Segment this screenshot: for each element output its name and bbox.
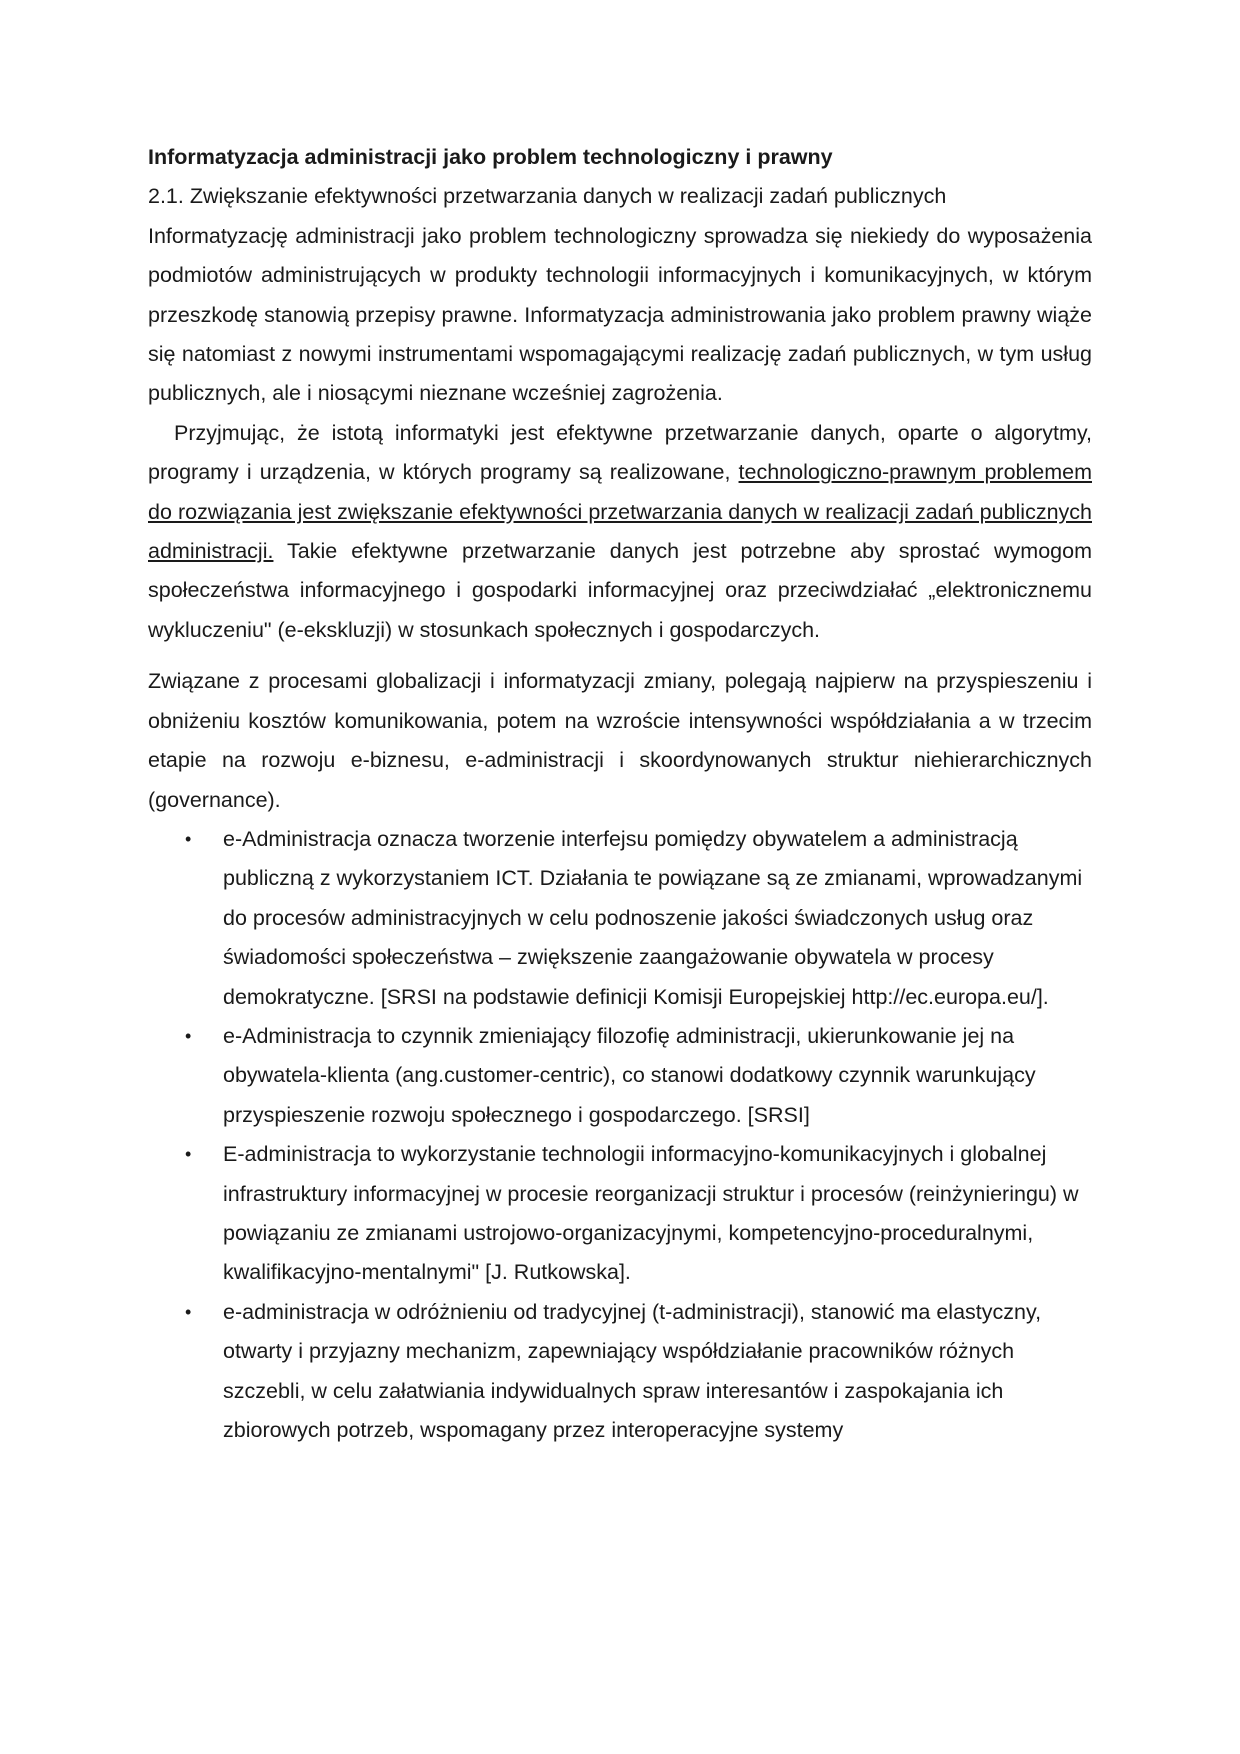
document-page (148, 138, 1092, 1450)
bullet-icon: • (185, 1025, 192, 1046)
list-item (185, 1135, 1092, 1293)
document-title: Informatyzacja administracji jako problem technologiczny i prawny (148, 145, 833, 169)
list-item-text: e-Administracja to czynnik zmieniający filozofię administracji, ukierunkowanie jej na obywatela-klienta (ang.customer-centric), co stanowi dodatkowy czynnik warunkujący przyspieszenie rozwoju społecznego i gospodarczego. [SRSI] (223, 1023, 1036, 1127)
paragraph-2 (148, 414, 1092, 650)
list-item (185, 1293, 1092, 1451)
section-heading: 2.1. Zwiększanie efektywności przetwarzania danych w realizacji zadań publicznych (148, 184, 947, 209)
list-item-text: e-Administracja oznacza tworzenie interfejsu pomiędzy obywatelem a administracją publiczną z wykorzystaniem ICT. Działania te powiązane są ze zmianami, wprowadzanymi do procesów administracyjnych w celu podnoszenie jakości świadczonych usług oraz świadomości społeczeństwa – zwiększenie zaangażowanie obywatela w procesy demokratyczne. [SRSI na podstawie definicji Komisji Europejskiej http://ec.europa.eu/]. (223, 826, 1083, 1009)
list-item-text: e-administracja w odróżnieniu od tradycyjnej (t-administracji), stanowić ma elastyczny, otwarty i przyjazny mechanizm, zapewniający współdziałanie pracowników różnych szczebli, w celu załatwiania indywidualnych spraw interesantów i zaspokajania ich zbiorowych potrzeb, wspomagany przez interoperacyjne systemy (223, 1299, 1042, 1442)
paragraph-3: Związane z procesami globalizacji i informatyzacji zmiany, polegają najpierw na przyspieszeniu i obniżeniu kosztów komunikowania, potem na wzroście intensywności współdziałania a w trzecim etapie na rozwoju e-biznesu, e-administracji i skoordynowanych struktur niehierarchicznych (governance). (148, 669, 1092, 812)
list-item (185, 1017, 1092, 1135)
definitions-list (148, 820, 1092, 1451)
bullet-icon: • (185, 1301, 192, 1322)
paragraph-1: Informatyzację administracji jako problem technologiczny sprowadza się niekiedy do wyposażenia podmiotów administrujących w produkty technologii informacyjnych i komunikacyjnych, w którym przeszkodę stanowią przepisy prawne. Informatyzacja administrowania jako problem prawny wiąże się natomiast z nowymi instrumentami wspomagającymi realizację zadań publicznych, w tym usług publicznych, ale i niosącymi nieznane wcześniej zagrożenia. (148, 223, 1092, 406)
list-item-text: E-administracja to wykorzystanie technologii informacyjno-komunikacyjnych i globalnej infrastruktury informacyjnej w procesie reorganizacji struktur i procesów (reinżynieringu) w powiązaniu ze zmianami ustrojowo-organizacyjnymi, kompetencyjno-proceduralnymi, kwalifikacyjno-mentalnymi" [J. Rutkowska]. (223, 1142, 1079, 1285)
paragraph-2-text-start: Przyjmując, że istotą informatyki jest efektywne przetwarzanie danych, oparte o algorytmy, programy i urządzenia, w których programy są realizowane, (148, 420, 1092, 485)
underlined-phrase: technologiczno-prawnym problemem do rozwiązania jest zwiększanie efektywności przetwarzania danych w realizacji zadań publicznych administracji. (148, 460, 1092, 564)
paragraph-2-text-end: Takie efektywne przetwarzanie danych jest potrzebne aby sprostać wymogom społeczeństwa informacyjnego i gospodarki informacyjnej oraz przeciwdziałać „elektronicznemu wykluczeniu" (e-ekskluzji) w stosunkach społecznych i gospodarczych. (148, 539, 1092, 642)
list-item (185, 820, 1092, 1017)
bullet-icon: • (185, 1144, 192, 1165)
bullet-icon: • (185, 828, 192, 849)
